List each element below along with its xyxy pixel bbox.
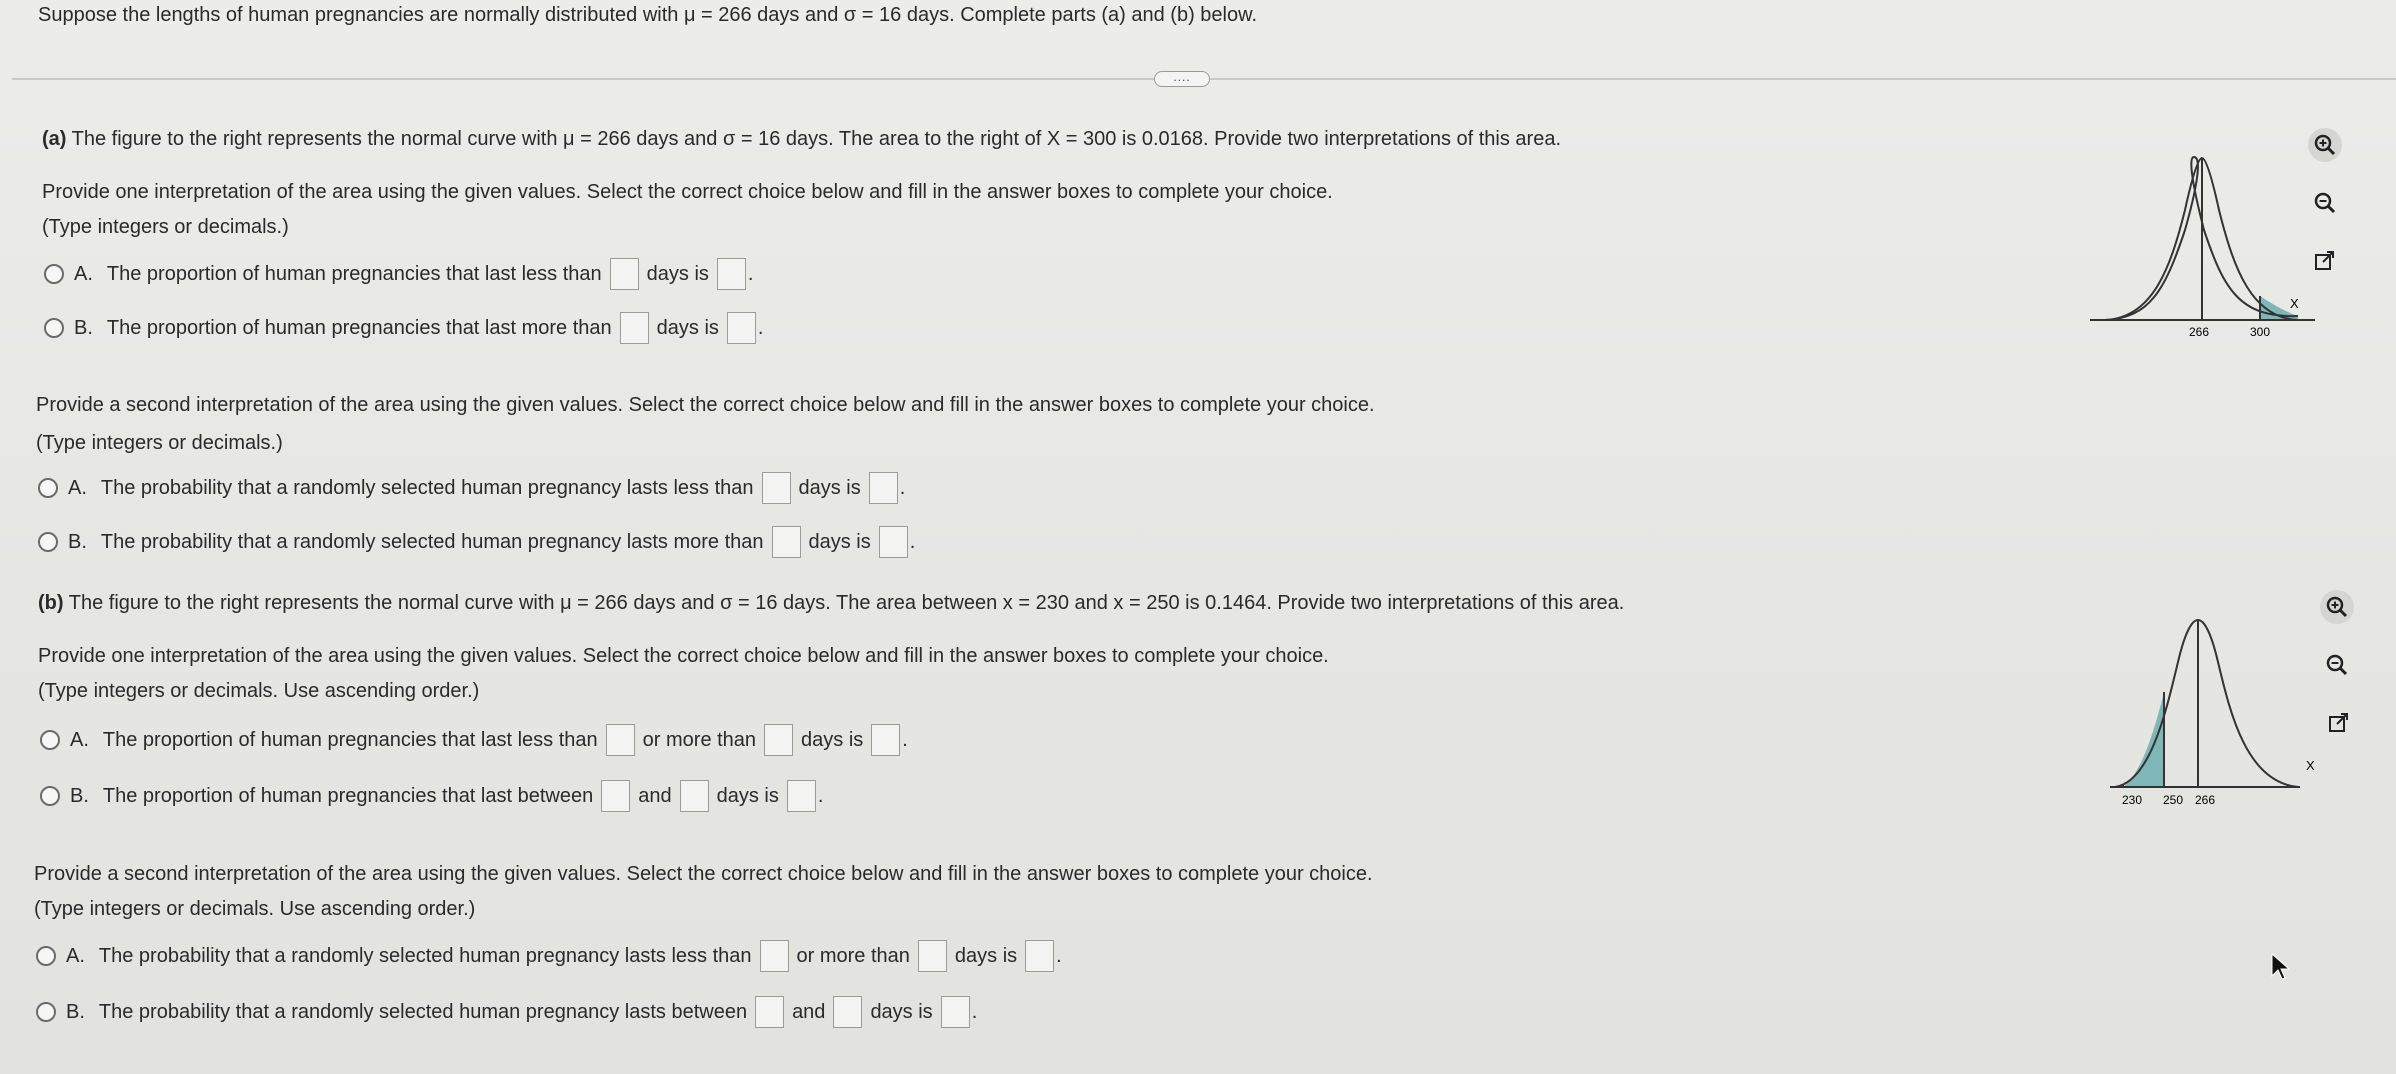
period: . (747, 262, 754, 285)
period: . (817, 784, 824, 807)
choice-text: and (792, 1000, 826, 1023)
answer-box[interactable] (772, 526, 801, 558)
part-b-q2-hint: (Type integers or decimals. Use ascending order.) (34, 898, 476, 920)
part-a-q2-choice-a[interactable] (38, 472, 905, 504)
radio-button[interactable] (40, 730, 60, 750)
answer-box[interactable] (762, 472, 791, 504)
part-b-q1-choice-a[interactable] (40, 724, 908, 756)
tick-label: 300 (2250, 325, 2271, 339)
axis-label: X (2306, 758, 2315, 773)
answer-box[interactable] (869, 472, 898, 504)
normal-curve-graph-b (2110, 612, 2330, 812)
part-b-label: (b) (38, 592, 64, 614)
answer-box[interactable] (601, 780, 630, 812)
part-b-q1-prompt: Provide one interpretation of the area using the given values. Select the correct choice below and fill in the answer boxes to complete your choice. (38, 645, 1329, 667)
expand-button[interactable]: .... (1154, 71, 1210, 87)
choice-text: days is (646, 262, 709, 285)
tick-label: 266 (2189, 325, 2210, 339)
choice-text: The probability that a randomly selected human pregnancy lasts less than (100, 476, 754, 499)
part-a-q2-hint: (Type integers or decimals.) (36, 432, 283, 454)
answer-box[interactable] (610, 258, 639, 290)
choice-letter: A. (66, 944, 85, 967)
part-a-q1-choice-b[interactable] (44, 312, 763, 344)
zoom-out-icon[interactable] (2308, 186, 2342, 220)
tick-label: 266 (2195, 793, 2216, 807)
choice-letter: A. (70, 728, 89, 751)
radio-button[interactable] (38, 478, 58, 498)
choice-text: The proportion of human pregnancies that last less than (102, 728, 598, 751)
choice-letter: B. (66, 1000, 85, 1023)
radio-button[interactable] (38, 532, 58, 552)
answer-box[interactable] (918, 940, 947, 972)
choice-letter: A. (68, 476, 87, 499)
popout-icon[interactable] (2322, 706, 2356, 740)
part-a-statement (42, 128, 1561, 151)
choice-text: The probability that a randomly selected human pregnancy lasts between (98, 1000, 748, 1023)
normal-curve-graph-a (2090, 150, 2320, 345)
shaded-area (2123, 692, 2164, 787)
radio-button[interactable] (44, 318, 64, 338)
part-a-label: (a) (42, 128, 67, 150)
choice-letter: A. (74, 262, 93, 285)
part-a-q1-choice-a[interactable] (44, 258, 753, 290)
radio-button[interactable] (36, 946, 56, 966)
choice-letter: B. (70, 784, 89, 807)
choice-text: days is (716, 784, 779, 807)
answer-box[interactable] (833, 996, 862, 1028)
period: . (899, 476, 906, 499)
part-b-q1-choice-b[interactable] (40, 780, 823, 812)
answer-box[interactable] (727, 312, 756, 344)
radio-button[interactable] (36, 1002, 56, 1022)
choice-letter: B. (68, 530, 87, 553)
part-b-q2-prompt: Provide a second interpretation of the area using the given values. Select the correct choice below and fill in the answer boxes to complete your choice. (34, 863, 1373, 885)
answer-box[interactable] (760, 940, 789, 972)
choice-text: The probability that a randomly selected human pregnancy lasts less than (98, 944, 752, 967)
answer-box[interactable] (871, 724, 900, 756)
answer-box[interactable] (606, 724, 635, 756)
choice-text: and (638, 784, 672, 807)
tick-label: 230 (2122, 793, 2143, 807)
part-b-text: The figure to the right represents the normal curve with μ = 266 days and σ = 16 days. The area between x = 230 and x = 250 is 0.1464. Provide two interpretations of this area. (68, 592, 1625, 614)
radio-button[interactable] (40, 786, 60, 806)
choice-text: The proportion of human pregnancies that last less than (106, 262, 602, 285)
answer-box[interactable] (879, 526, 908, 558)
answer-box[interactable] (755, 996, 784, 1028)
tick-label: 250 (2163, 793, 2184, 807)
choice-text: The probability that a randomly selected human pregnancy lasts more than (100, 530, 764, 553)
answer-box[interactable] (1025, 940, 1054, 972)
popout-icon[interactable] (2308, 244, 2342, 278)
answer-box[interactable] (620, 312, 649, 344)
period: . (757, 316, 764, 339)
choice-text: days is (798, 476, 861, 499)
part-b-q2-choice-b[interactable] (36, 996, 977, 1028)
answer-box[interactable] (941, 996, 970, 1028)
zoom-in-icon[interactable] (2308, 128, 2342, 162)
part-b-q2-choice-a[interactable] (36, 940, 1062, 972)
zoom-in-icon[interactable] (2320, 590, 2354, 624)
choice-text: days is (808, 530, 871, 553)
zoom-out-icon[interactable] (2320, 648, 2354, 682)
part-a-text: The figure to the right represents the normal curve with μ = 266 days and σ = 16 days. The area to the right of X = 300 is 0.0168. Provide two interpretations of this area. (71, 128, 1562, 150)
part-a-q1-hint: (Type integers or decimals.) (42, 216, 289, 238)
choice-text: days is (801, 728, 864, 751)
choice-text: or more than (796, 944, 910, 967)
period: . (909, 530, 916, 553)
choice-text: days is (954, 944, 1018, 967)
period: . (1056, 944, 1062, 967)
answer-box[interactable] (680, 780, 709, 812)
period: . (971, 1000, 978, 1023)
axis-label: X (2290, 296, 2299, 311)
part-b-q1-hint: (Type integers or decimals. Use ascending order.) (38, 680, 480, 702)
answer-box[interactable] (717, 258, 746, 290)
part-a-q1-prompt: Provide one interpretation of the area using the given values. Select the correct choice below and fill in the answer boxes to complete your choice. (42, 181, 1333, 203)
part-b-statement (38, 592, 1624, 615)
choice-text: The proportion of human pregnancies that last more than (106, 316, 612, 339)
part-a-q2-choice-b[interactable] (38, 526, 915, 558)
problem-intro: Suppose the lengths of human pregnancies are normally distributed with μ = 266 days and σ = 16 days. Complete parts (a) and (b) below. (38, 4, 1258, 26)
answer-box[interactable] (787, 780, 816, 812)
choice-text: days is (870, 1000, 933, 1023)
period: . (902, 728, 908, 751)
choice-text: or more than (642, 728, 757, 751)
choice-letter: B. (74, 316, 93, 339)
radio-button[interactable] (44, 264, 64, 284)
answer-box[interactable] (764, 724, 793, 756)
choice-text: The proportion of human pregnancies that last between (102, 784, 594, 807)
mouse-cursor-icon (2270, 952, 2292, 982)
part-a-q2-prompt: Provide a second interpretation of the area using the given values. Select the correct choice below and fill in the answer boxes to complete your choice. (36, 394, 1375, 416)
choice-text: days is (656, 316, 719, 339)
